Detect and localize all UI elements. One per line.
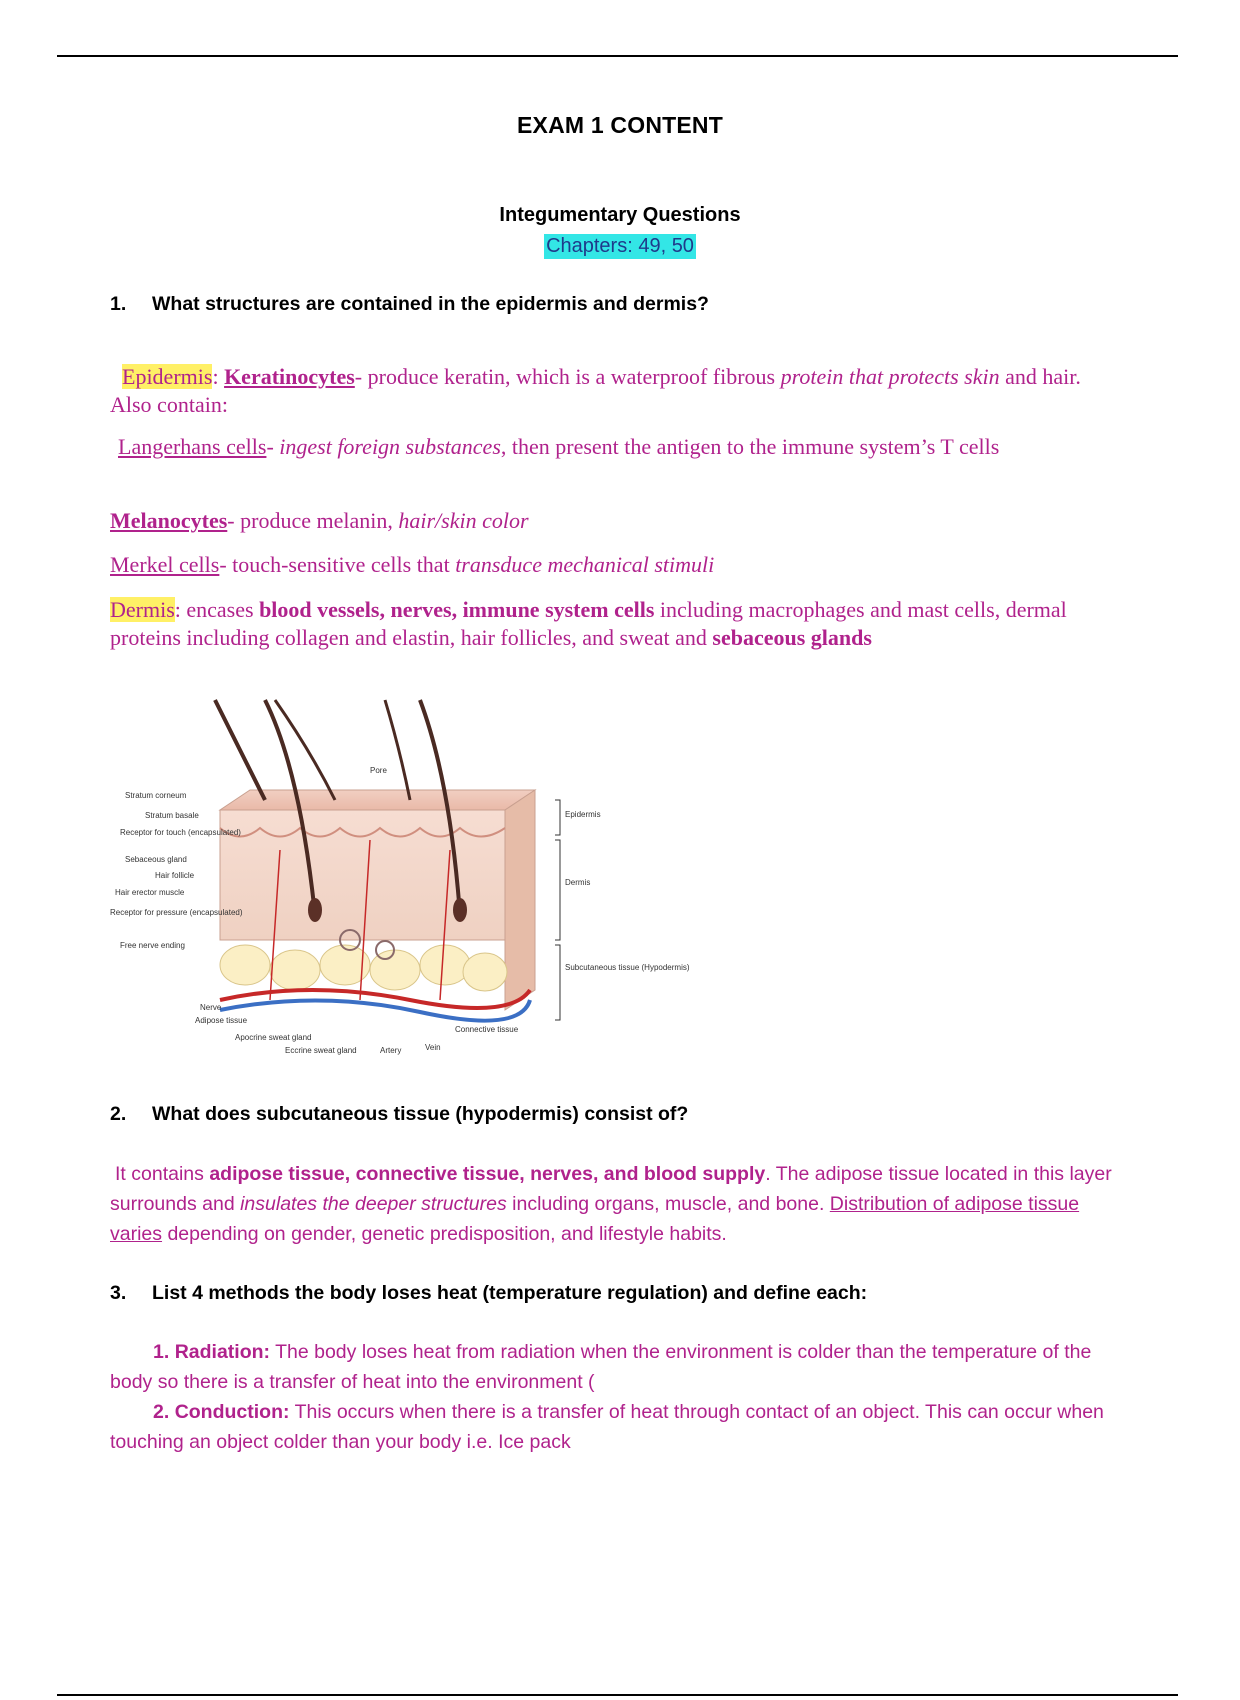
bottom-rule — [57, 1694, 1178, 1696]
dermis-text-a: : encases — [174, 597, 260, 622]
langerhans-term: Langerhans cells — [118, 434, 267, 459]
skin-diagram — [110, 700, 690, 1080]
answer-bold: adipose tissue, connective tissue, nerves, and blood supply — [209, 1163, 766, 1185]
skin-side — [505, 790, 535, 1010]
svg-text:Dermis: Dermis — [565, 878, 591, 887]
svg-text:Receptor for pressure (encapsu: Receptor for pressure (encapsulated) — [110, 908, 243, 917]
answer-text-1: It contains — [115, 1163, 210, 1185]
keratinocytes-text-italic: protein that protects skin — [780, 364, 1000, 389]
svg-text:Stratum basale: Stratum basale — [145, 811, 199, 820]
skin-surface — [220, 790, 535, 810]
answer-text-2: . The adipose tissue located in this layer surrounds and — [110, 1163, 1112, 1215]
answer-underline: Distribution of adipose tissue varies — [110, 1193, 1080, 1245]
hair-follicle — [308, 898, 322, 922]
label-pore: Pore — [370, 766, 387, 775]
labels-bottom — [195, 1003, 519, 1055]
item-number: 1. — [153, 1341, 175, 1363]
svg-text:Connective tissue: Connective tissue — [455, 1025, 519, 1034]
svg-text:Artery: Artery — [380, 1046, 402, 1055]
heat-loss-list — [110, 1337, 1120, 1457]
heat-loss-item-conduction — [110, 1397, 1120, 1457]
langerhans-italic: ingest foreign substances — [279, 434, 501, 459]
labels-right — [565, 810, 690, 972]
section-subtitle: Integumentary Questions — [499, 204, 741, 226]
dermis-term: Dermis — [110, 597, 175, 622]
page-title: EXAM 1 CONTENT — [517, 112, 723, 138]
keratinocytes-term: Keratinocytes — [224, 364, 355, 389]
epidermis-term: Epidermis — [122, 364, 213, 389]
question-text: What does subcutaneous tissue (hypodermis) consist of? — [152, 1103, 689, 1125]
question-2 — [110, 1103, 688, 1126]
answer-text-3: including organs, muscle, and bone. — [506, 1193, 830, 1215]
svg-text:Eccrine sweat gland: Eccrine sweat gland — [285, 1046, 357, 1055]
svg-text:Stratum corneum: Stratum corneum — [125, 791, 187, 800]
question-text: What structures are contained in the epidermis and dermis? — [152, 293, 709, 315]
question-number: 2. — [110, 1103, 127, 1125]
svg-text:Receptor for touch (encapsulat: Receptor for touch (encapsulated) — [120, 828, 241, 837]
vein — [220, 1000, 530, 1021]
skin-diagram-svg — [110, 700, 690, 1080]
svg-text:Free nerve ending: Free nerve ending — [120, 941, 185, 950]
svg-text:Subcutaneous tissue (Hypodermi: Subcutaneous tissue (Hypodermis) — [565, 963, 690, 972]
merkel-paragraph — [110, 551, 1110, 579]
svg-text:Nerve: Nerve — [200, 1003, 222, 1012]
keratinocytes-text-b: and hair. Also contain: — [110, 364, 1081, 417]
question-number: 3. — [110, 1282, 127, 1304]
chapters-wrap — [0, 234, 1240, 259]
radiation-text: The body loses heat from radiation when the environment is colder than the temperature of the body so there is a transfer of heat into the environment ( — [110, 1341, 1092, 1393]
melanocytes-paragraph — [110, 507, 1110, 535]
top-rule — [57, 55, 1178, 57]
conduction-term: Conduction: — [174, 1401, 290, 1423]
langerhans-text: , then present the antigen to the immune system’s T cells — [500, 434, 1000, 459]
svg-text:Sebaceous gland: Sebaceous gland — [125, 855, 187, 864]
colon: : — [212, 364, 225, 389]
layer-brackets — [555, 800, 560, 1020]
hair-follicle-2 — [453, 898, 467, 922]
question-number: 1. — [110, 293, 127, 315]
svg-text:Apocrine sweat gland: Apocrine sweat gland — [235, 1033, 312, 1042]
svg-text:Hair follicle: Hair follicle — [155, 871, 195, 880]
dermis-bold: blood vessels, nerves, immune system cells — [259, 597, 655, 622]
merkel-italic: transduce mechanical stimuli — [455, 552, 715, 577]
dermis-paragraph — [110, 596, 1110, 652]
melanocytes-term: Melanocytes — [110, 508, 228, 533]
dermis-bold-2: sebaceous glands — [712, 625, 872, 650]
langerhans-paragraph — [110, 433, 1110, 461]
conduction-text: This occurs when there is a transfer of heat through contact of an object. This can occur when touching an object colder than your body i.e. Ice pack — [110, 1401, 1104, 1453]
merkel-term: Merkel cells — [110, 552, 220, 577]
svg-text:Hair erector muscle: Hair erector muscle — [115, 888, 185, 897]
svg-text:Epidermis: Epidermis — [565, 810, 601, 819]
keratinocytes-text-a: - produce keratin, which is a waterproof fibrous — [354, 364, 781, 389]
question-text: List 4 methods the body loses heat (temperature regulation) and define each: — [152, 1282, 868, 1304]
answer-italic: insulates the deeper structures — [240, 1193, 507, 1215]
item-number: 2. — [153, 1401, 175, 1423]
answer-text-4: depending on gender, genetic predisposition, and lifestyle habits. — [162, 1223, 727, 1245]
hypodermis-answer — [110, 1159, 1120, 1249]
question-3 — [110, 1282, 867, 1305]
melanocytes-italic: hair/skin color — [398, 508, 529, 533]
radiation-term: Radiation: — [174, 1341, 271, 1363]
dermis-text-b: including macrophages and mast cells, dermal proteins including collagen and elastin, hair follicles, and sweat and — [110, 597, 1067, 650]
chapters-highlight: Chapters: 49, 50 — [546, 235, 694, 257]
question-1 — [110, 293, 709, 316]
svg-text:Adipose tissue: Adipose tissue — [195, 1016, 248, 1025]
svg-text:Vein: Vein — [425, 1043, 441, 1052]
heat-loss-item-radiation — [110, 1337, 1120, 1397]
langerhans-dash: - — [266, 434, 280, 459]
epidermis-paragraph — [110, 363, 1110, 419]
melanocytes-text: - produce melanin, — [227, 508, 399, 533]
merkel-text: - touch-sensitive cells that — [219, 552, 456, 577]
